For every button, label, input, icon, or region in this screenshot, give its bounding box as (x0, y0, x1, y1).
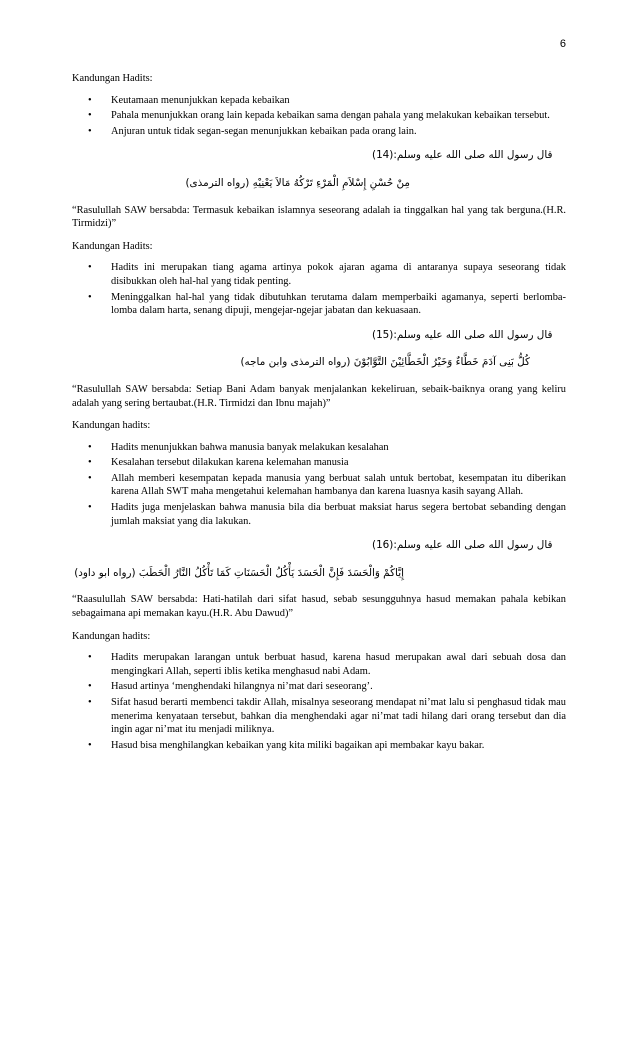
list-item: • Hadits ini merupakan tiang agama artinya pokok ajaran agama di antaranya supaya seseorang tidak disibukkan oleh hal-hal yang tidak penting. (111, 261, 566, 288)
hadith-14-intro: قال رسول الله صلى الله عليه وسلم:(14) (372, 149, 553, 162)
hadith-14-arabic: مِنْ حُسْنِ إِسْلاَمِ الْمَرْءِ تَرْكُهُ مَالاَ يَعْنِيْهِ (رواه الترمذى) (185, 176, 410, 189)
list-item: • Hadits merupakan larangan untuk berbuat hasud, karena hasud merupakan awal dari sebuah dosa dan mengingkari Allah, seperti iblis ketika menghasud nabi Adam. (111, 651, 566, 678)
hadith-14-translation: “Rasulullah SAW bersabda: Termasuk kebaikan islamnya seseorang adalah ia tinggalkan hal yang tak berguna.(H.R. Tirmidzi)” (72, 204, 566, 230)
hadith-16-intro: قال رسول الله صلى الله عليه وسلم:(16) (372, 539, 553, 552)
list-item: • Hasud artinya ‘menghendaki hilangnya ni’mat dari seseorang’. (111, 680, 566, 694)
list-item: • Allah memberi kesempatan kepada manusia yang berbuat salah untuk bertobat, kesempatan itu diberikan karena Allah SWT maha mengetahui kelemahan hambanya dan karena luasnya kasih sayang Allah. (111, 472, 566, 499)
list-item: • Meninggalkan hal-hal yang tidak dibutuhkan terutama dalam memperbaiki agamanya, seperti berlomba-lomba dalam harta, senang dipuji, mengejar-ngejar jabatan dan kekuasaan. (111, 291, 566, 318)
list-item: • Pahala menunjukkan orang lain kepada kebaikan sama dengan pahala yang melakukan kebaikan tersebut. (111, 109, 566, 123)
document-body (72, 72, 566, 763)
list-item: • Keutamaan menunjukkan kepada kebaikan (111, 94, 566, 108)
list-item: • Anjuran untuk tidak segan-segan menunjukkan kebaikan pada orang lain. (111, 125, 566, 139)
bullet-list (72, 94, 566, 139)
hadith-15-translation: “Rasulullah SAW bersabda: Setiap Bani Adam banyak menjalankan kekeliruan, sebaik-baiknya orang yang keliru adalah yang sering bertaubat.(H.R. Tirmidzi dan Ibnu majah)” (72, 383, 566, 409)
hadith-14-points (72, 261, 566, 317)
hadith-16-translation: “Raasulullah SAW bersabda: Hati-hatilah dari sifat hasud, sebab sesungguhnya hasud memakan pahala kebikan sebagaimana api memakan kayu.(H.R. Abu Dawud)” (72, 594, 566, 620)
hadith-15-intro: قال رسول الله صلى الله عليه وسلم:(15) (372, 328, 553, 341)
hadith-15-arabic: كُلُّ بَنِى آدَمَ خَطَّاءٌ وَخَيْرُ الْخَطَّائِيْنَ التَّوَّابُوْنَ (رواه الترمذى وابن ماجه) (240, 356, 530, 369)
list-item: • Hadits menunjukkan bahwa manusia banyak melakukan kesalahan (111, 441, 566, 455)
page-number: 6 (559, 38, 566, 50)
hadith-15-points (72, 441, 566, 529)
list-item: • Hadits juga menjelaskan bahwa manusia bila dia berbuat maksiat harus segera bertobat sebanding dengan jumlah maksiat yang dia lakukan. (111, 501, 566, 528)
list-item: • Hasud bisa menghilangkan kebaikan yang kita miliki bagaikan api membakar kayu bakar. (111, 739, 566, 753)
list-item: • Sifat hasud berarti membenci takdir Allah, misalnya seseorang mendapat ni’mat lalu si penghasud tidak mau menerima kenyataan tersebut, bahkan dia menghendaki agar ni’mat tadi hilang dari orang tersebut dan dia ingin agar ni’mat itu menjadi miliknya. (111, 696, 566, 737)
list-item: • Kesalahan tersebut dilakukan karena kelemahan manusia (111, 456, 566, 470)
hadith-16-arabic: إِيَّاكُمْ وَالْحَسَدَ فَإِنَّ الْحَسَدَ يَأْكُلُ الْحَسَنَاتِ كَمَا تَأْكُلُ النَّارُ الْحَطَبَ (رواه ابو داود) (74, 566, 404, 579)
section-heading: Kandungan Hadits: (72, 73, 153, 84)
hadith-16-heading: Kandungan hadits: (72, 630, 151, 642)
hadith-14-heading: Kandungan Hadits: (72, 240, 153, 252)
hadith-15-heading: Kandungan hadits: (72, 420, 151, 432)
hadith-16-points (72, 651, 566, 752)
